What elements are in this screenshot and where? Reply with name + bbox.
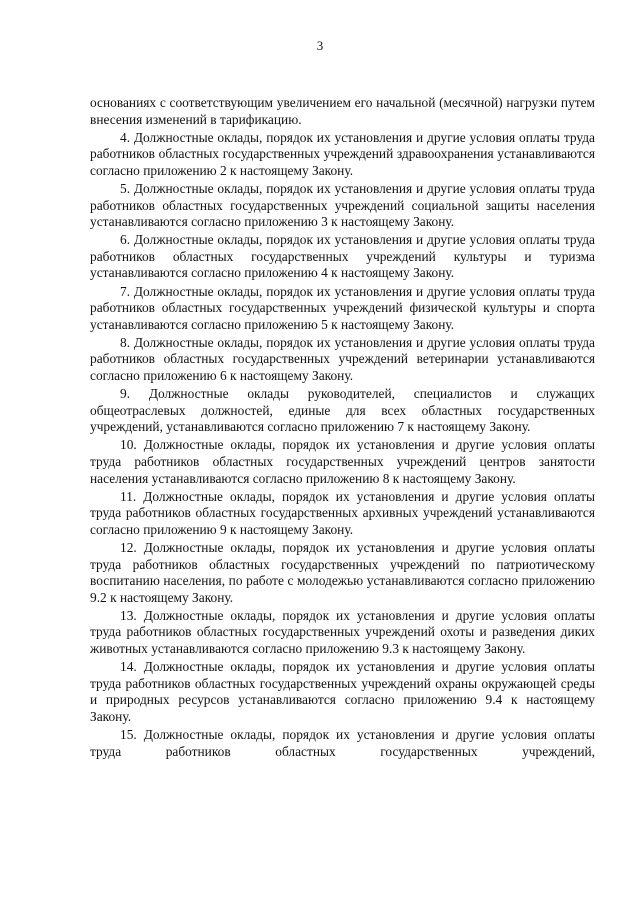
paragraph-item-12: 12. Должностные оклады, порядок их установления и другие условия оплаты труда работников областных государственных учреждений по патриотическому воспитанию населения, по работе с молодежью устанавливаются согласно приложению 9.2 к настоящему Закону. [90, 539, 595, 605]
page-number: 3 [316, 38, 324, 53]
paragraph-continuation: основаниях с соответствующим увеличением его начальной (месячной) нагрузки путем внесения изменений в тарификацию. [90, 95, 595, 127]
paragraph-item-13: 13. Должностные оклады, порядок их установления и другие условия оплаты труда работников областных государственных учреждений охоты и разведения диких животных устанавливаются согласно приложению 9.3 к настоящему Закону. [90, 607, 595, 656]
paragraph-item-7: 7. Должностные оклады, порядок их установления и другие условия оплаты труда работников областных государственных учреждений физической культуры и спорта устанавливаются согласно приложению 5 к настоящему Закону. [90, 283, 595, 332]
paragraph-item-8: 8. Должностные оклады, порядок их установления и другие условия оплаты труда работников областных государственных учреждений ветеринарии устанавливаются согласно приложению 6 к настоящему Закону. [90, 334, 595, 383]
document-body [90, 95, 595, 762]
paragraph-item-10: 10. Должностные оклады, порядок их установления и другие условия оплаты труда работников областных государственных учреждений центров занятости населения устанавливаются согласно приложению 8 к настоящему Закону. [90, 437, 595, 486]
paragraph-item-9: 9. Должностные оклады руководителей, специалистов и служащих общеотраслевых должностей, единые для всех областных государственных учреждений, устанавливаются согласно приложению 7 к настоящему Закону. [90, 386, 595, 435]
paragraph-item-6: 6. Должностные оклады, порядок их установления и другие условия оплаты труда работников областных государственных учреждений культуры и туризма устанавливаются согласно приложению 4 к настоящему Закону. [90, 232, 595, 281]
paragraph-item-4: 4. Должностные оклады, порядок их установления и другие условия оплаты труда работников областных государственных учреждений здравоохранения устанавливаются согласно приложению 2 к настоящему Закону. [90, 129, 595, 178]
paragraph-item-5: 5. Должностные оклады, порядок их установления и другие условия оплаты труда работников областных государственных учреждений социальной защиты населения устанавливаются согласно приложению 3 к настоящему Закону. [90, 180, 595, 230]
paragraph-item-11: 11. Должностные оклады, порядок их установления и другие условия оплаты труда работников областных государственных архивных учреждений устанавливаются согласно приложению 9 к настоящему Закону. [90, 488, 595, 537]
paragraph-item-15: 15. Должностные оклады, порядок их установления и другие условия оплаты труда работников областных государственных учреждений, [90, 726, 595, 759]
paragraph-item-14: 14. Должностные оклады, порядок их установления и другие условия оплаты труда работников областных государственных учреждений охраны окружающей среды и природных ресурсов устанавливаются согласно приложению 9.4 к настоящему Закону. [90, 659, 595, 724]
